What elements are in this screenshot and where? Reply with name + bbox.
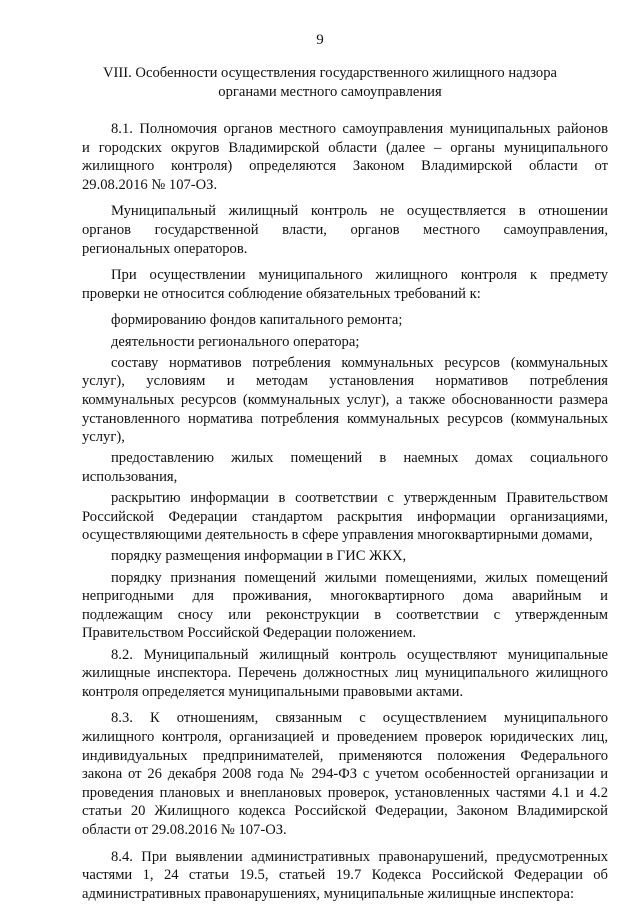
page-number: 9: [316, 32, 324, 48]
paragraph-line: раскрытию информации в соответствии с утвержденным Правительством: [111, 490, 608, 507]
paragraph-line: При осуществлении муниципального жилищного контроля к предмету: [111, 267, 608, 284]
paragraph-line: индивидуальных предпринимателей, применяются положения Федерального: [82, 747, 608, 764]
paragraph-line: контроля определяется муниципальными правовыми актами.: [82, 683, 464, 700]
paragraph-line: и городских округов Владимирской области (далее – органы муниципального: [82, 139, 608, 156]
paragraph: [82, 333, 608, 352]
paragraph: [82, 709, 608, 839]
paragraph-line: 8.1. Полномочия органов местного самоуправления муниципальных районов: [111, 121, 608, 137]
section-title-line: VIII. Особенности осуществления государственного жилищного надзора: [103, 65, 557, 81]
paragraph-line: услуг),: [82, 429, 125, 446]
paragraph-line: непригодными для проживания, многоквартирного дома аварийным и: [82, 588, 608, 605]
paragraph-line: 8.2. Муниципальный жилищный контроль осуществляют муниципальные: [111, 646, 608, 663]
paragraph-line: Российской Федерации стандартом раскрытия информации организациями,: [82, 508, 608, 525]
paragraph-line: Муниципальный жилищный контроль не осуществляется в отношении: [111, 203, 608, 220]
paragraph: [82, 569, 608, 643]
paragraph-line: использования,: [82, 468, 178, 485]
paragraph-line: подлежащим сносу или реконструкции в соответствии с утвержденным: [82, 606, 608, 623]
paragraph: [82, 266, 608, 303]
paragraph-line: органов государственной власти, органов местного самоуправления,: [82, 221, 608, 238]
paragraph-line: частями 1, 24 статьи 19.5, статьей 19.7 Кодекса Российской Федерации об: [82, 867, 608, 884]
paragraph: [82, 354, 608, 447]
paragraph-line: жилищного контроля) определяются Законом Владимирской области от: [82, 158, 608, 175]
paragraph-line: административных правонарушениях, муниципальные жилищные инспектора:: [82, 885, 575, 902]
paragraph-line: проведения плановых и внеплановых проверок, установленных частями 4.1 и 4.2: [82, 784, 608, 801]
paragraph-line: статьи 20 Жилищного кодекса Российской Федерации, Законом Владимирской: [82, 803, 608, 820]
paragraph-line: порядку признания помещений жилыми помещениями, жилых помещений: [111, 569, 608, 586]
paragraph: [82, 848, 608, 904]
paragraph: [82, 449, 608, 486]
section-title-line: органами местного самоуправления: [218, 84, 442, 100]
paragraph-line: Правительством Российской Федерации положением.: [82, 625, 416, 642]
paragraph-line: 29.08.2016 № 107-ОЗ.: [82, 176, 218, 193]
paragraph-line: порядку размещения информации в ГИС ЖКХ,: [111, 548, 407, 565]
paragraph-line: деятельности регионального оператора;: [111, 333, 360, 350]
paragraph: [82, 489, 608, 545]
paragraph: [82, 547, 608, 566]
paragraph-line: составу нормативов потребления коммунальных ресурсов (коммунальных: [111, 354, 608, 371]
paragraph-line: осуществляющими деятельность в сфере управления многоквартирными домами,: [82, 527, 593, 544]
paragraph-line: 8.3. К отношениям, связанным с осуществлением муниципального: [111, 710, 608, 727]
paragraph-line: закона от 26 декабря 2008 года № 294-ФЗ с учетом особенностей организации и: [82, 766, 608, 783]
paragraph-line: жилищные инспектора. Перечень должностных лиц муниципального жилищного: [82, 665, 608, 682]
paragraph-line: области от 29.08.2016 № 107-ОЗ.: [82, 821, 287, 838]
paragraph: [82, 120, 608, 194]
paragraph-line: установленного норматива потребления коммунальных ресурсов (коммунальных: [82, 410, 608, 427]
paragraph-line: коммунальных ресурсов (коммунальных услуг), а также обоснованности размера: [82, 391, 608, 408]
section-title: [100, 64, 560, 102]
paragraph-line: проверки не относится соблюдение обязательных требований к:: [82, 285, 481, 302]
paragraph-line: региональных операторов.: [82, 240, 248, 257]
paragraph: [82, 646, 608, 702]
paragraph: [82, 311, 608, 330]
paragraph-line: жилищного контроля, организацией и проведением проверок юридических лиц,: [82, 728, 608, 745]
paragraph: [82, 202, 608, 258]
paragraph-line: 8.4. При выявлении административных правонарушений, предусмотренных: [111, 848, 608, 865]
paragraph-line: предоставлению жилых помещений в наемных домах социального: [111, 450, 608, 467]
paragraph-line: формированию фондов капитального ремонта;: [111, 312, 403, 329]
paragraph-line: услуг), условиям и методам установления нормативов потребления: [82, 373, 608, 390]
document-body: [82, 120, 608, 906]
